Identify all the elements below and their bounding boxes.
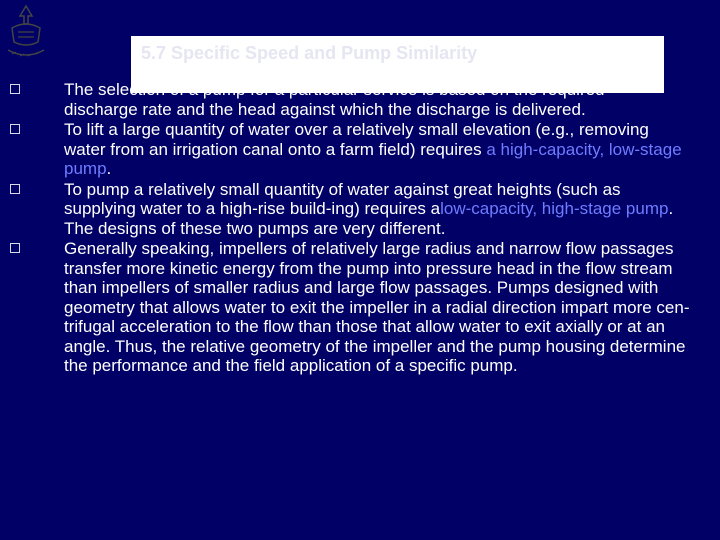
university-seal-icon (2, 2, 50, 66)
bullet-text: Generally speaking, impellers of relatively large radius and narrow flow passages transfer more kinetic energy from the pump into pressure head in the flow stream than impellers of smaller radius and large flow passages. Pumps designed with geometry that allows water to exit the impeller in a radial direction impart more cen-trifugal acceleration to the flow than those that allow water to exit axially or at an angle. Thus, the relative geometry of the impeller and the pump housing determine the performance and the field application of a specific pump. (64, 239, 690, 375)
bullet-text: . The designs of these two pumps are very different. (64, 199, 674, 238)
hollow-square-bullet-icon (10, 84, 20, 94)
highlighted-text: low-capacity, high-stage pump (440, 199, 669, 218)
bullet-item (10, 80, 710, 119)
bullet-text: To pump a relatively small quantity of water against great heights (such as supplying water to a high-rise build-ing) requires a (64, 179, 621, 218)
bullet-item (10, 180, 710, 239)
bullet-list (10, 80, 710, 377)
bullet-text: . (106, 159, 112, 178)
bullet-text: To lift a large quantity of water over a relatively small elevation (e.g., removing water from an irrigation canal onto a farm field) requires (64, 120, 649, 159)
bullet-item (10, 120, 710, 179)
hollow-square-bullet-icon (10, 124, 20, 134)
hollow-square-bullet-icon (10, 243, 20, 253)
slide-title: 5.7 Specific Speed and Pump Similarity (141, 43, 478, 63)
bullet-text: The selection of a pump for a particular service is based on the required discharge rate and the head against which the discharge is delivered. (64, 80, 605, 119)
highlighted-text: a high-capacity, low-stage pump (64, 139, 682, 178)
bullet-item (10, 239, 710, 376)
hollow-square-bullet-icon (10, 184, 20, 194)
